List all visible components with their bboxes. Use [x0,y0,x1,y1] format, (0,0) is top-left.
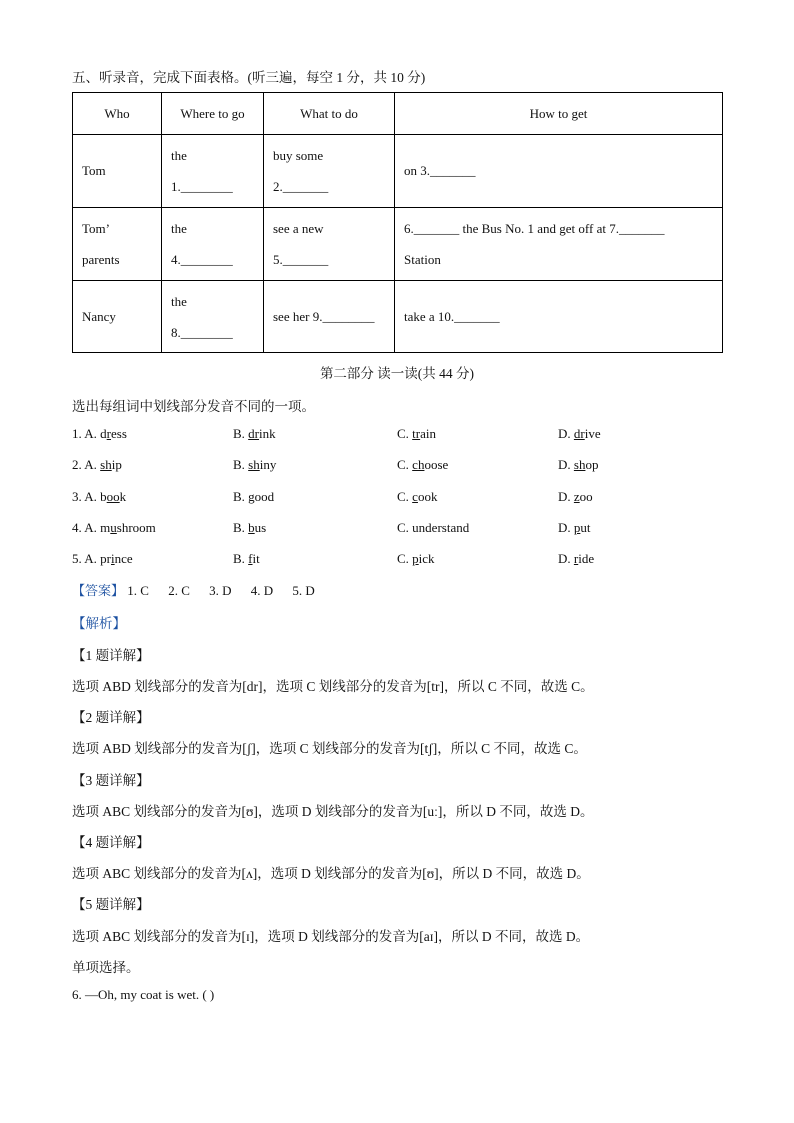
cell-how [395,281,723,353]
part2-title: 第二部分 读一读(共 44 分) [319,366,475,381]
detail-text-5: 选项 ABC 划线部分的发音为[ɪ]，选项 D 划线部分的发音为[aɪ]，所以 D 不同，故选 D。 [72,929,590,944]
option-b: B. bus [233,520,267,535]
cell-text: Station [404,252,441,267]
option-d: D. shop [558,457,599,472]
cell-what [264,281,395,353]
cell-where [162,281,264,353]
blank-5: 5._______ [273,252,329,267]
table-row [73,281,723,353]
question-3 [72,489,722,511]
listening-table [72,92,723,353]
cell-text: the [171,293,187,309]
option-a: 4. A. mushroom [72,520,156,535]
table-header-row [73,93,723,135]
blank-6-7: 6._______ the Bus No. 1 and get off at 7._______ [404,221,665,236]
option-b: B. drink [233,426,276,441]
blank-4: 4.________ [171,252,233,267]
option-a: 2. A. ship [72,457,122,472]
option-d: D. put [558,520,591,535]
header-who: Who [73,93,162,135]
instruction: 选出每组词中划线部分发音不同的一项。 [72,399,315,414]
detail-title-3: 【3 题详解】 [72,773,150,788]
cell-how [395,135,723,208]
blank-3: on 3._______ [404,163,476,178]
blank-8: 8.________ [171,324,233,340]
cell-how [395,208,723,281]
section5-heading: 五、听录音，完成下面表格。(听三遍，每空 1 分，共 10 分) [72,70,426,85]
detail-title-4: 【4 题详解】 [72,835,150,850]
blank-1: 1.________ [171,179,233,194]
option-d: D. zoo [558,489,593,504]
question-6: 6. —Oh, my coat is wet. ( ) [72,987,215,1002]
single-choice-heading: 单项选择。 [72,960,140,975]
question-4 [72,520,722,542]
cell-who [73,135,162,208]
option-a: 5. A. prince [72,551,133,566]
cell-where [162,208,264,281]
cell-text: the [171,221,187,236]
option-b: B. fit [233,551,260,566]
table-row [73,208,723,281]
detail-text-4: 选项 ABC 划线部分的发音为[ʌ]，选项 D 划线部分的发音为[ʊ]，所以 D 不同，故选 D。 [72,866,590,881]
answer-tag: 【答案】 [72,583,125,598]
analysis-tag: 【解析】 [72,616,126,631]
cell-text: buy some [273,148,324,163]
detail-text-1: 选项 ABD 划线部分的发音为[dr]，选项 C 划线部分的发音为[tr]，所以 C 不同，故选 C。 [72,679,594,694]
detail-text-2: 选项 ABD 划线部分的发音为[ʃ]，选项 C 划线部分的发音为[tʃ]，所以 C 不同，故选 C。 [72,741,587,756]
detail-text-3: 选项 ABC 划线部分的发音为[ʊ]，选项 D 划线部分的发音为[uː]，所以 D 不同，故选 D。 [72,804,594,819]
option-c: C. choose [397,457,449,472]
question-5 [72,551,722,573]
option-c: C. understand [397,520,470,535]
answer-item: 5. D [292,583,315,598]
option-c: C. train [397,426,437,441]
option-b: B. shiny [233,457,277,472]
option-c: C. cook [397,489,438,504]
header-where: Where to go [162,93,264,135]
question-2 [72,457,722,479]
cell-text: parents [82,252,120,267]
blank-10: take a 10._______ [404,308,500,324]
blank-2: 2._______ [273,179,329,194]
option-d: D. ride [558,551,595,566]
blank-9: see her 9.________ [273,308,375,324]
cell-text: Tom’ [82,221,110,236]
cell-where [162,135,264,208]
option-c: C. pick [397,551,435,566]
detail-title-5: 【5 题详解】 [72,897,150,912]
answer-item: 2. C [168,583,190,598]
question-1 [72,426,722,448]
cell-text: Nancy [82,308,116,324]
cell-what [264,135,395,208]
answer-line [72,580,315,599]
answer-item: 3. D [209,583,232,598]
cell-text: see a new [273,221,324,236]
detail-title-2: 【2 题详解】 [72,710,150,725]
header-what: What to do [264,93,395,135]
answer-item: 1. C [127,583,149,598]
cell-what [264,208,395,281]
header-how: How to get [395,93,723,135]
cell-text: Tom [82,163,106,178]
cell-who [73,281,162,353]
answer-item: 4. D [250,583,274,598]
option-d: D. drive [558,426,601,441]
detail-title-1: 【1 题详解】 [72,648,150,663]
cell-who [73,208,162,281]
option-a: 1. A. dress [72,426,127,441]
option-a: 3. A. book [72,489,127,504]
option-b: B. good [233,489,275,504]
table-row [73,135,723,208]
cell-text: the [171,148,187,163]
